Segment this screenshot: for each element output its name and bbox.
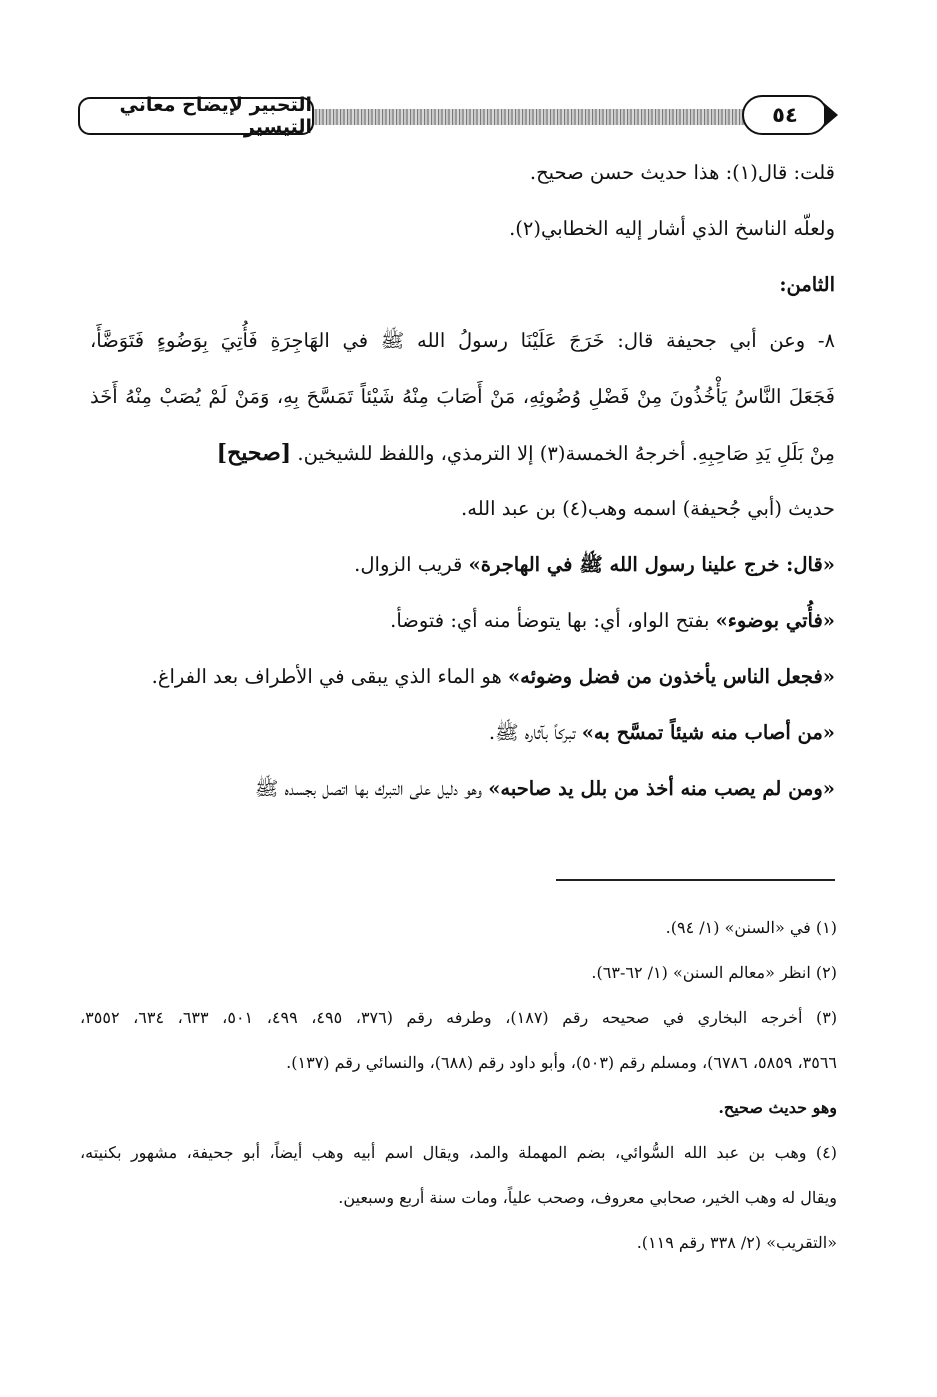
- footnote: (٢) انظر «معالم السنن» (١/ ٦٢-٦٣).: [591, 963, 837, 982]
- footnote: (٣) أخرجه البخاري في صحيحه رقم (١٨٧)، وطرفه رقم (٣٧٦، ٤٩٥، ٤٩٩، ٥٠١، ٦٣٣، ٦٣٤، ٣٥٥٢،: [80, 1008, 837, 1027]
- quoted-phrase: «قال: خرج علينا رسول الله ﷺ في الهاجرة»: [468, 553, 835, 576]
- page-number: ٥٤: [742, 95, 828, 135]
- header-ornament-band: [308, 109, 746, 125]
- book-title: التحبير لإيضاح معاني التيسير: [78, 97, 314, 135]
- main-text: [90, 145, 835, 817]
- quoted-phrase: «فجعل الناس يأخذون من فضل وضوئه»: [507, 665, 835, 688]
- commentary-line: [90, 761, 835, 817]
- text-line: ولعلّه الناسخ الذي أشار إليه الخطابي(٢).: [509, 217, 835, 240]
- grade-tag: [صحيح]: [216, 440, 292, 466]
- header-arrow-tip: [824, 103, 838, 127]
- quoted-phrase: «من أصاب منه شيئاً تمسَّح به»: [581, 721, 835, 744]
- footnote: (١) في «السنن» (١/ ٩٤).: [665, 918, 837, 937]
- commentary-text: بفتح الواو، أي: بها يتوضأ منه أي: فتوضأ.: [390, 609, 716, 632]
- footnotes: [80, 905, 837, 1265]
- quoted-phrase: «فأُتي بوضوء»: [715, 609, 835, 632]
- quoted-phrase: «ومن لم يصب منه أخذ من بلل يد صاحبه»: [488, 777, 835, 800]
- hadith-text: مِنْ بَلَلِ يَدِ صَاحِبِهِ. أخرجهُ الخمسة(٣) إلا الترمذي، واللفظ للشيخين.: [297, 442, 835, 465]
- commentary-line: [90, 593, 835, 649]
- commentary-line: [90, 537, 835, 593]
- section-heading: الثامن:: [779, 273, 835, 296]
- commentary-text: هو الماء الذي يبقى في الأطراف بعد الفراغ.: [151, 665, 508, 688]
- footnote: «التقريب» (٢/ ٣٣٨ رقم ١١٩).: [636, 1233, 837, 1252]
- footnote: ٣٥٦٦، ٥٨٥٩، ٦٧٨٦)، ومسلم رقم (٥٠٣)، وأبو داود رقم (٦٨٨)، والنسائي رقم (١٣٧).: [286, 1053, 837, 1072]
- commentary-line: [90, 705, 835, 761]
- hadith-line: فَجَعَلَ النَّاسُ يَأْخُذُونَ مِنْ فَضْلِ وُضُوئِهِ، مَنْ أَصَابَ مِنْهُ شَيْئاً تَمَسَّحَ بِهِ، وَمَنْ لَمْ يُصَبْ مِنْهُ أَخَذ: [90, 385, 835, 408]
- hadith-line: ٨- وعن أبي جحيفة قال: خَرَجَ عَلَيْنَا رسولُ الله ﷺ في الهَاجِرَةِ فَأُتِيَ بِوَضُوءٍ فَتَوَضَّأَ،: [90, 329, 835, 352]
- commentary-line: حديث (أبي جُحيفة) اسمه وهب(٤) بن عبد الله.: [461, 497, 835, 520]
- commentary-text: وهو دليل على التبرك بها اتصل بجسده ﷺ: [254, 777, 489, 800]
- footnote: ويقال له وهب الخير، صحابي معروف، وصحب علياً، ومات سنة أربع وسبعين.: [338, 1188, 837, 1207]
- footnote-separator: [556, 879, 835, 881]
- footnote: (٤) وهب بن عبد الله السُّوائي، بضم المهملة والمد، ويقال اسم أبيه وهب أيضاً، أبو جحيفة، مشهور بكنيته،: [80, 1143, 837, 1162]
- hadith-line: [90, 425, 835, 481]
- commentary-line: [90, 649, 835, 705]
- page-header: [78, 95, 838, 141]
- footnote: وهو حديث صحيح.: [718, 1098, 837, 1117]
- commentary-text: قريب الزوال.: [354, 553, 469, 576]
- commentary-text: تبركاً بآثاره ﷺ.: [488, 721, 582, 744]
- text-line: قلت: قال(١): هذا حديث حسن صحيح.: [529, 161, 835, 184]
